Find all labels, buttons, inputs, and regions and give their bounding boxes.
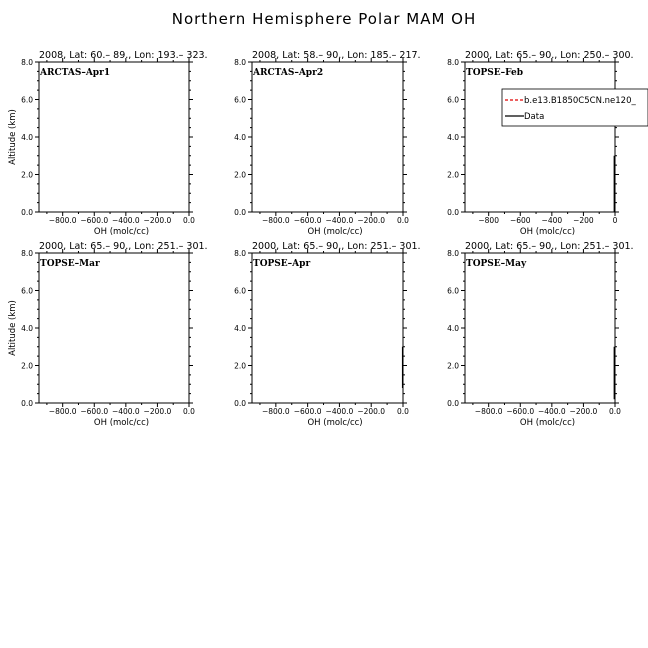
x-axis-label: OH (molc/cc): [307, 418, 363, 428]
x-tick-label: −400: [541, 216, 563, 225]
x-axis-label: OH (molc/cc): [307, 227, 363, 237]
y-tick-label: 2.0: [21, 170, 33, 180]
legend-label: Data: [524, 112, 545, 122]
y-tick-label: 8.0: [234, 58, 246, 67]
y-axis-label: Altitude (km): [8, 300, 18, 356]
x-tick-label: −200.0: [569, 407, 598, 416]
x-axis-label: OH (molc/cc): [93, 227, 150, 237]
y-tick-label: 2.0: [447, 170, 459, 180]
y-tick-label: 0.0: [21, 399, 33, 408]
plot-frame: [465, 253, 615, 403]
y-axis-label: Altitude (km): [8, 109, 18, 165]
y-tick-label: 4.0: [234, 324, 246, 333]
y-tick-label: 4.0: [447, 324, 459, 333]
y-tick-label: 0.0: [447, 208, 459, 217]
x-tick-label: −600.0: [293, 407, 322, 416]
y-tick-label: 2.0: [234, 361, 246, 371]
y-tick-label: 6.0: [447, 95, 459, 105]
campaign-label: TOPSE–Mar: [40, 259, 100, 269]
chart-panel-5: [234, 241, 421, 428]
y-tick-label: 0.0: [234, 208, 246, 217]
plot-frame: [252, 62, 403, 212]
panel-header: 2000, Lat: 65.– 90., Lon: 251.– 301.: [39, 241, 208, 252]
figure-title: Northern Hemisphere Polar MAM OH: [171, 10, 477, 28]
x-tick-label: 0: [612, 216, 618, 225]
x-tick-label: −200.0: [357, 407, 386, 416]
y-tick-label: 6.0: [234, 286, 246, 296]
x-tick-label: −600.0: [80, 407, 109, 416]
y-tick-label: 6.0: [447, 286, 459, 296]
x-tick-label: 0.0: [183, 216, 195, 225]
chart-panel-1: [8, 50, 208, 237]
y-tick-label: 6.0: [21, 286, 33, 296]
x-axis-label: OH (molc/cc): [519, 227, 576, 237]
y-tick-label: 4.0: [21, 324, 33, 333]
campaign-label: TOPSE–May: [466, 259, 527, 269]
x-tick-label: 0.0: [397, 407, 409, 416]
x-tick-label: −400.0: [111, 216, 140, 225]
campaign-label: ARCTAS–Apr2: [253, 68, 324, 78]
x-tick-label: 0.0: [183, 407, 195, 416]
x-tick-label: 0.0: [609, 407, 621, 416]
x-tick-label: −200.0: [357, 216, 386, 225]
x-tick-label: −800.0: [261, 407, 290, 416]
panel-header: 2000, Lat: 65.– 90., Lon: 251.– 301.: [252, 241, 421, 252]
x-tick-label: −200.0: [143, 216, 172, 225]
y-tick-label: 8.0: [447, 58, 459, 67]
x-tick-label: −800.0: [48, 216, 77, 225]
panel-header: 2000, Lat: 65.– 90., Lon: 250.– 300.: [465, 50, 634, 61]
y-tick-label: 4.0: [447, 133, 459, 142]
y-tick-label: 2.0: [21, 361, 33, 371]
x-tick-label: −600: [509, 216, 531, 225]
plot-frame: [252, 253, 403, 403]
panel-header: 2008, Lat: 60.– 89., Lon: 193.– 323.: [39, 50, 208, 61]
plot-frame: [39, 253, 189, 403]
y-tick-label: 8.0: [234, 249, 246, 258]
y-tick-label: 4.0: [21, 133, 33, 142]
y-tick-label: 6.0: [21, 95, 33, 105]
x-axis-label: OH (molc/cc): [93, 418, 150, 428]
panel-grid: [8, 50, 648, 428]
plot-frame: [465, 62, 615, 212]
x-tick-label: −400.0: [325, 407, 354, 416]
y-tick-label: 2.0: [447, 361, 459, 371]
campaign-label: ARCTAS–Apr1: [40, 68, 111, 78]
y-tick-label: 2.0: [234, 170, 246, 180]
y-tick-label: 8.0: [21, 58, 33, 67]
chart-panel-6: [447, 241, 634, 428]
legend: [502, 89, 648, 126]
legend-label: b.e13.B1850C5CN.ne120_: [524, 96, 636, 106]
panel-header: 2008, Lat: 58.– 90., Lon: 185.– 217.: [252, 50, 421, 61]
y-tick-label: 0.0: [21, 208, 33, 217]
x-tick-label: −200.0: [143, 407, 172, 416]
y-tick-label: 4.0: [234, 133, 246, 142]
y-tick-label: 8.0: [21, 249, 33, 258]
x-tick-label: −800: [478, 216, 499, 225]
x-tick-label: −800.0: [261, 216, 290, 225]
x-tick-label: 0.0: [397, 216, 409, 225]
x-axis-label: OH (molc/cc): [519, 418, 576, 428]
x-tick-label: −800.0: [48, 407, 77, 416]
x-tick-label: −400.0: [537, 407, 566, 416]
y-tick-label: 0.0: [447, 399, 459, 408]
campaign-label: TOPSE–Apr: [253, 259, 311, 269]
chart-panel-2: [234, 50, 421, 237]
y-tick-label: 6.0: [234, 95, 246, 105]
chart-panel-3: [447, 50, 648, 237]
plot-frame: [39, 62, 189, 212]
campaign-label: TOPSE–Feb: [466, 68, 524, 78]
panel-header: 2000, Lat: 65.– 90., Lon: 251.– 301.: [465, 241, 634, 252]
y-tick-label: 0.0: [234, 399, 246, 408]
x-tick-label: −600.0: [506, 407, 535, 416]
x-tick-label: −400.0: [111, 407, 140, 416]
x-tick-label: −600.0: [293, 216, 322, 225]
chart-panel-4: [8, 241, 208, 428]
x-tick-label: −400.0: [325, 216, 354, 225]
y-tick-label: 8.0: [447, 249, 459, 258]
x-tick-label: −800.0: [474, 407, 503, 416]
x-tick-label: −200: [573, 216, 594, 225]
x-tick-label: −600.0: [80, 216, 109, 225]
